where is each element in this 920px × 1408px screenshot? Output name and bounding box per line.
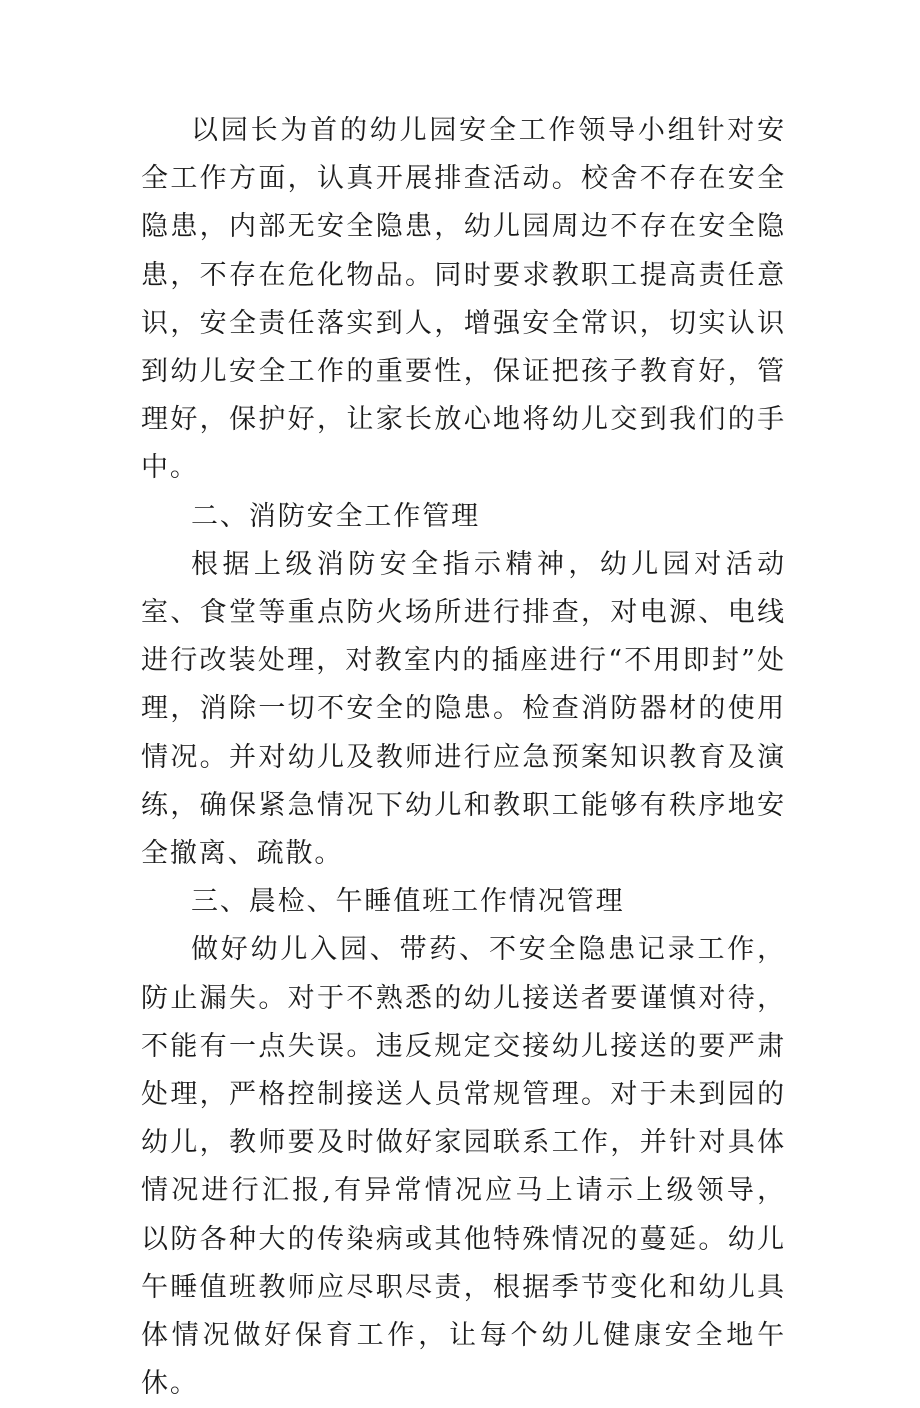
paragraph-fire-safety: 根据上级消防安全指示精神，幼儿园对活动室、食堂等重点防火场所进行排查，对电源、电线进行改装处理，对教室内的插座进行“不用即封”处理，消除一切不安全的隐患。检查消防器材的使用情况。并对幼儿及教师进行应急预案知识教育及演练，确保紧急情况下幼儿和教职工能够有秩序地安全撤离、疏散。 xyxy=(141,548,786,870)
section-heading-morning-check-nap-duty: 三、晨检、午睡值班工作情况管理 xyxy=(191,886,625,918)
document-body xyxy=(141,107,786,1408)
paragraph-safety-leadership: 以园长为首的幼儿园安全工作领导小组针对安全工作方面，认真开展排查活动。校舍不存在安全隐患，内部无安全隐患，幼儿园周边不存在安全隐患，不存在危化物品。同时要求教职工提高责任意识，安全责任落实到人，增强安全常识，切实认识到幼儿安全工作的重要性，保证把孩子教育好，管理好，保护好，让家长放心地将幼儿交到我们的手中。 xyxy=(141,115,786,484)
section-heading-fire-safety: 二、消防安全工作管理 xyxy=(191,500,480,532)
paragraph-morning-check-nap-duty: 做好幼儿入园、带药、不安全隐患记录工作，防止漏失。对于不熟悉的幼儿接送者要谨慎对待，不能有一点失误。违反规定交接幼儿接送的要严肃处理，严格控制接送人员常规管理。对于未到园的幼儿，教师要及时做好家园联系工作，并针对具体情况进行汇报,有异常情况应马上请示上级领导，以防各种大的传染病或其他特殊情况的蔓延。幼儿午睡值班教师应尽职尽责，根据季节变化和幼儿具体情况做好保育工作，让每个幼儿健康安全地午休。 xyxy=(141,934,786,1400)
